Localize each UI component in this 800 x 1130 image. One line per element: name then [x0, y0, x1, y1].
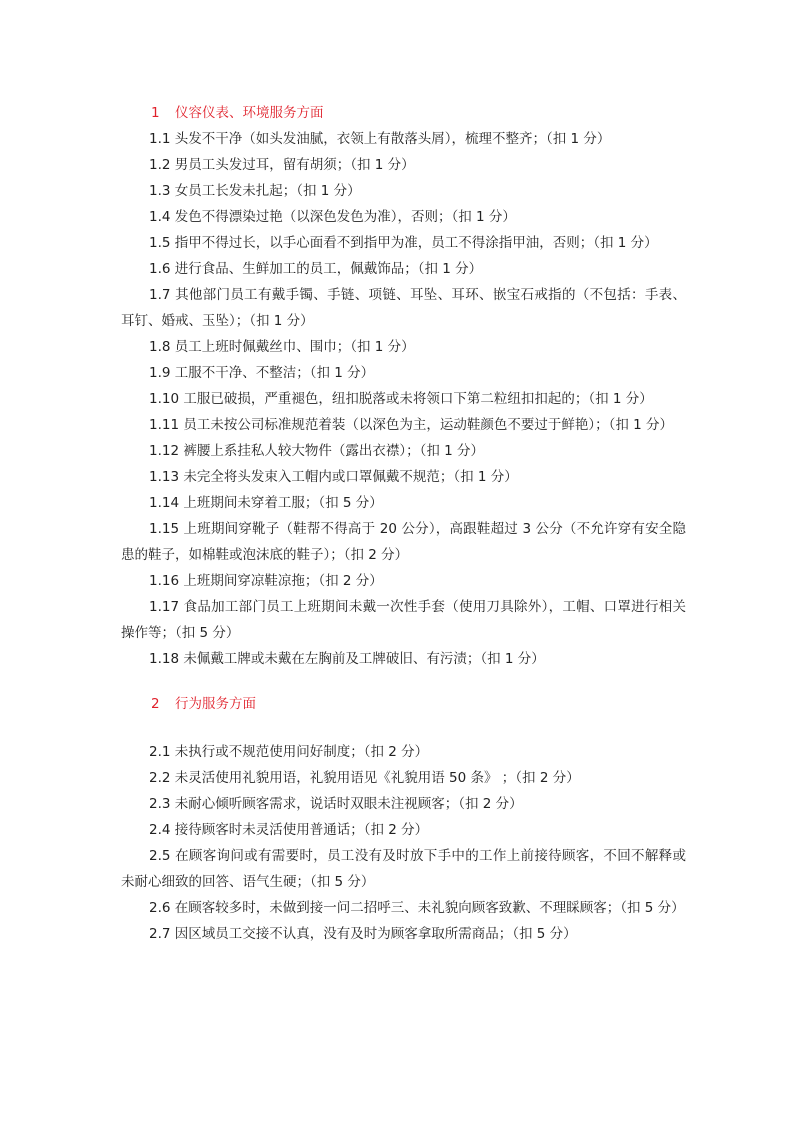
list-item: 1.10 工服已破损，严重褪色，纽扣脱落或未将领口下第二粒纽扣扣起的；（扣 1 分） [149, 391, 653, 407]
section-title: 仪容仪表、环境服务方面 [175, 105, 324, 121]
list-item: 1.17 食品加工部门员工上班期间未戴一次性手套（使用刀具除外），工帽、口罩进行相关操作等；（扣 5 分） [121, 599, 686, 641]
list-item: 1.7 其他部门员工有戴手镯、手链、项链、耳坠、耳环、嵌宝石戒指的（不包括：手表、耳钉、婚戒、玉坠）；（扣 1 分） [121, 287, 686, 329]
list-item: 1.9 工服不干净、不整洁；（扣 1 分） [149, 365, 375, 381]
list-item: 2.6 在顾客较多时，未做到接一问二招呼三、未礼貌向顾客致歉、不理睬顾客；（扣 5 分） [149, 900, 685, 916]
list-item: 1.16 上班期间穿凉鞋凉拖；（扣 2 分） [149, 573, 383, 589]
section-spacer [121, 672, 686, 691]
list-item: 1.3 女员工长发未扎起；（扣 1 分） [149, 183, 361, 199]
section-spacer [121, 717, 686, 739]
section-number: 1 [151, 105, 160, 121]
document-body [121, 100, 686, 947]
list-item: 1.13 未完全将头发束入工帽内或口罩佩戴不规范；（扣 1 分） [149, 469, 518, 485]
section-heading [121, 691, 686, 717]
list-item: 1.2 男员工头发过耳，留有胡须；（扣 1 分） [149, 157, 415, 173]
list-item: 2.2 未灵活使用礼貌用语，礼貌用语见《礼貌用语 50 条》 ；（扣 2 分） [149, 770, 580, 786]
list-item: 2.7 因区域员工交接不认真，没有及时为顾客拿取所需商品；（扣 5 分） [149, 926, 577, 942]
list-item: 1.11 员工未按公司标准规范着装（以深色为主，运动鞋颜色不要过于鲜艳）；（扣 1 分） [149, 417, 674, 433]
list-item: 1.4 发色不得漂染过艳（以深色发色为准），否则；（扣 1 分） [149, 209, 516, 225]
list-item: 1.6 进行食品、生鲜加工的员工，佩戴饰品；（扣 1 分） [149, 261, 483, 277]
list-item: 1.18 未佩戴工牌或未戴在左胸前及工牌破旧、有污渍；（扣 1 分） [149, 651, 545, 667]
list-item: 1.15 上班期间穿靴子（鞋帮不得高于 20 公分），高跟鞋超过 3 公分（不允许穿有安全隐患的鞋子，如棉鞋或泡沫底的鞋子）；（扣 2 分） [121, 521, 686, 563]
list-item: 1.8 员工上班时佩戴丝巾、围巾；（扣 1 分） [149, 339, 415, 355]
list-item: 2.1 未执行或不规范使用问好制度；（扣 2 分） [149, 744, 429, 760]
section-number: 2 [151, 696, 160, 712]
list-item: 1.5 指甲不得过长，以手心面看不到指甲为准，员工不得涂指甲油，否则；（扣 1 分） [149, 235, 658, 251]
list-item: 1.12 裤腰上系挂私人较大物件（露出衣襟）；（扣 1 分） [149, 443, 485, 459]
section-heading [121, 100, 686, 126]
list-item: 2.5 在顾客询问或有需要时，员工没有及时放下手中的工作上前接待顾客，不回不解释或未耐心细致的回答、语气生硬；（扣 5 分） [121, 848, 686, 890]
list-item: 1.14 上班期间未穿着工服；（扣 5 分） [149, 495, 383, 511]
list-item: 2.4 接待顾客时未灵活使用普通话；（扣 2 分） [149, 822, 429, 838]
section-title: 行为服务方面 [175, 696, 256, 712]
list-item: 2.3 未耐心倾听顾客需求，说话时双眼未注视顾客；（扣 2 分） [149, 796, 523, 812]
list-item: 1.1 头发不干净（如头发油腻，衣领上有散落头屑），梳理不整齐；（扣 1 分） [149, 131, 611, 147]
